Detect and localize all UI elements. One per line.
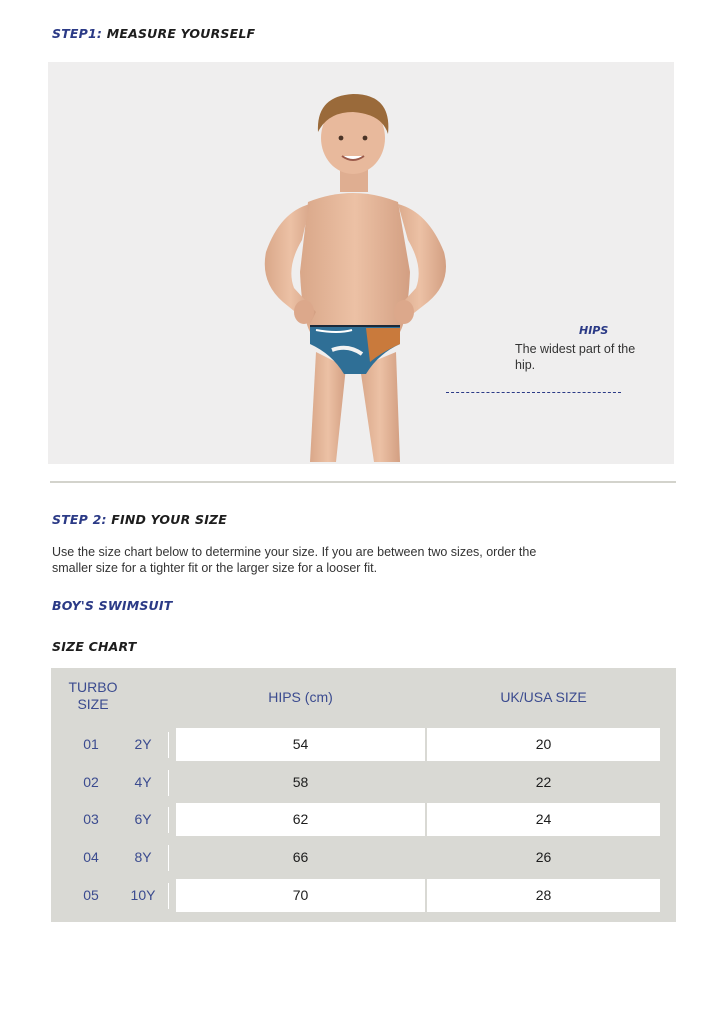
table-row (51, 766, 676, 799)
step2-title: FIND YOUR SIZE (111, 512, 228, 527)
step2-number: STEP 2: (52, 512, 107, 527)
uk-size-cell: 20 (427, 728, 660, 761)
model-photo-panel (48, 62, 674, 464)
age-cell: 10Y (130, 887, 156, 903)
step1-title: MEASURE YOURSELF (106, 26, 256, 41)
column-divider (168, 807, 169, 833)
age-cell: 6Y (134, 811, 152, 827)
column-divider (168, 883, 169, 909)
turbo-size-cell: 03 (83, 811, 99, 827)
column-divider (168, 770, 169, 796)
header-hips: HIPS (cm) (268, 689, 333, 705)
age-cell: 4Y (134, 774, 152, 790)
table-row (51, 803, 676, 836)
section-divider (50, 481, 676, 483)
turbo-size-cell: 01 (83, 736, 99, 752)
turbo-size-cell: 02 (83, 774, 99, 790)
uk-size-cell: 24 (427, 803, 660, 836)
size-chart-heading: SIZE CHART (52, 639, 137, 654)
hips-cell: 66 (292, 849, 309, 865)
size-chart-table (51, 668, 676, 922)
hips-cell: 54 (176, 728, 425, 761)
step1-heading (52, 26, 255, 41)
boy-model-illustration (48, 62, 674, 464)
turbo-size-cell: 04 (83, 849, 99, 865)
table-row (51, 841, 676, 874)
turbo-size-cell: 05 (83, 887, 99, 903)
step1-number: STEP1: (52, 26, 103, 41)
header-turbo-line1: TURBO (68, 679, 118, 695)
table-row (51, 728, 676, 761)
column-divider (168, 732, 169, 758)
table-row (51, 879, 676, 912)
header-turbo-line2: SIZE (77, 696, 109, 712)
hips-label: HIPS (579, 324, 609, 337)
product-heading: BOY'S SWIMSUIT (52, 598, 173, 613)
uk-size-cell: 22 (535, 774, 552, 790)
hips-cell: 62 (176, 803, 425, 836)
uk-size-cell: 26 (535, 849, 552, 865)
hips-cell: 70 (176, 879, 425, 912)
step2-heading (52, 512, 227, 527)
column-divider (168, 845, 169, 871)
age-cell: 8Y (134, 849, 152, 865)
header-uk-usa-size: UK/USA SIZE (500, 689, 587, 705)
hips-measure-line (446, 392, 621, 393)
uk-size-cell: 28 (427, 879, 660, 912)
header-turbo-size (63, 679, 123, 713)
hips-cell: 58 (292, 774, 309, 790)
age-cell: 2Y (134, 736, 152, 752)
size-instructions: Use the size chart below to determine your size. If you are between two sizes, order the smaller size for a tighter fit or the larger size for a looser fit. (52, 545, 537, 575)
hips-description: The widest part of the hip. (515, 342, 636, 372)
